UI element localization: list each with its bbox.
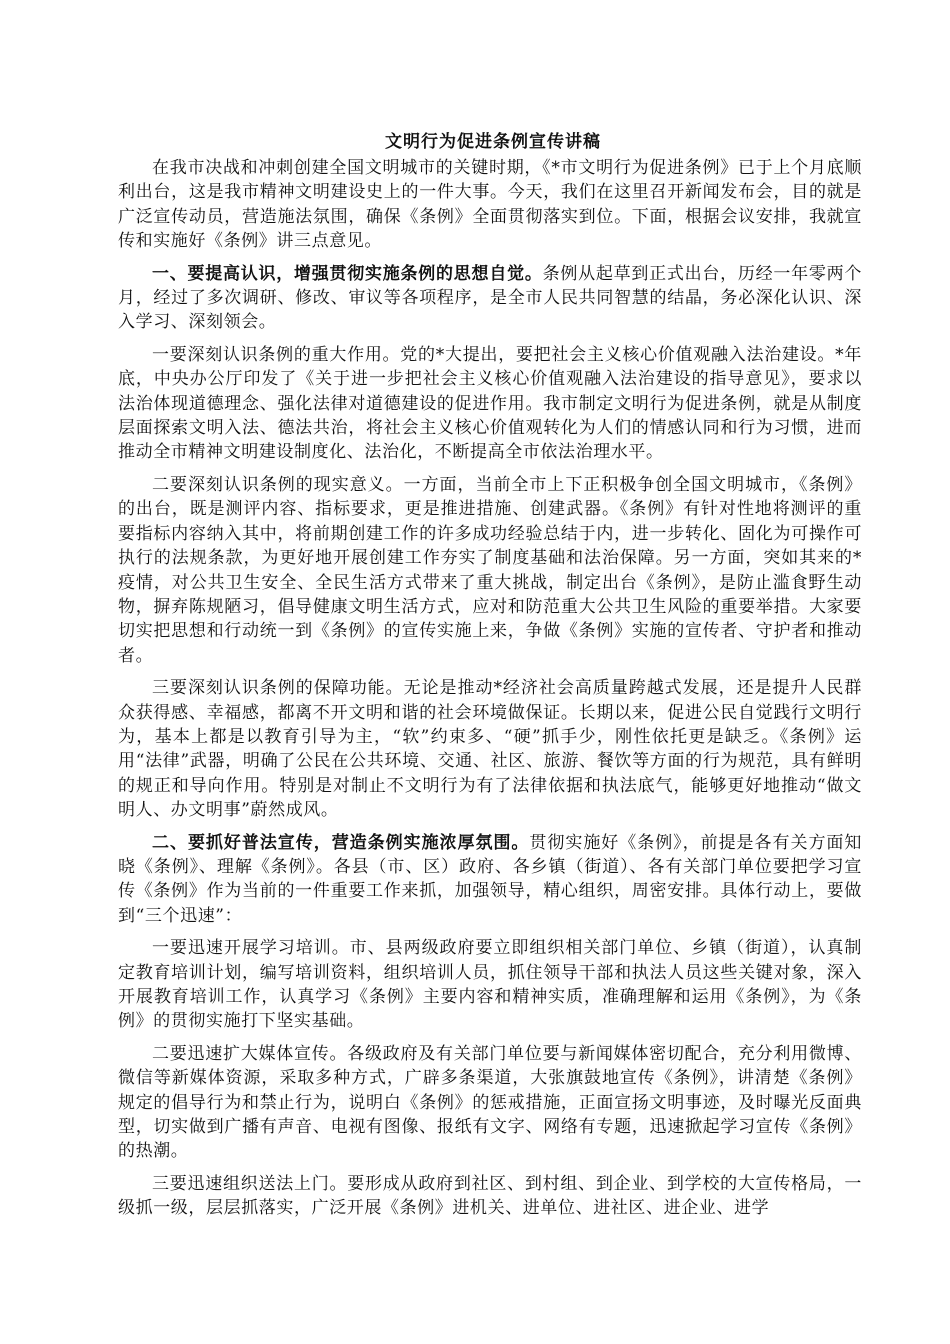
- section-heading-2: 二、要抓好普法宣传，营造条例实施浓厚氛围。: [152, 832, 530, 853]
- paragraph-text: 一要深刻认识条例的重大作用。党的*大提出，要把社会主义核心价值观融入法治建设。*年底，中央办公厅印发了《关于进一步把社会主义核心价值观融入法治建设的指导意见》，要求以法治体现道德理念、强化法律对道德建设的促进作用。我市制定文明行为促进条例，就是从制度层面探索文明入法、德法共治，将社会主义核心价值观转化为人们的情感认同和行为习惯，进而推动全市精神文明建设制度化、法治化，不断提高全市依法治理水平。: [118, 344, 862, 463]
- paragraph-section-1: [118, 262, 862, 335]
- section-heading-1: 一、要提高认识，增强贯彻实施条例的思想自觉。: [152, 263, 543, 284]
- paragraph-section-2: [118, 831, 862, 929]
- paragraph-text: 三要迅速组织送法上门。要形成从政府到社区、到村组、到企业、到学校的大宣传格局，一级抓一级，层层抓落实，广泛开展《条例》进机关、进单位、进社区、进企业、进学: [118, 1173, 862, 1219]
- paragraph-text: 二要深刻认识条例的现实意义。一方面，当前全市上下正积极争创全国文明城市，《条例》的出台，既是测评内容、指标要求，更是推进措施、创建武器。《条例》有针对性地将测评的重要指标内容纳入其中，将前期创建工作的许多成功经验总结于内，进一步转化、固化为可操作可执行的法规条款，为更好地开展创建工作夯实了制度基础和法治保障。另一方面，突如其来的*疫情，对公共卫生安全、全民生活方式带来了重大挑战，制定出台《条例》，是防止滥食野生动物，摒弃陈规陋习，倡导健康文明生活方式，应对和防范重大公共卫生风险的重要举措。大家要切实把思想和行动统一到《条例》的宣传实施上来，争做《条例》实施的宣传者、守护者和推动者。: [118, 474, 862, 666]
- paragraph-point-1-1: [118, 343, 862, 465]
- paragraph-text: 二要迅速扩大媒体宣传。各级政府及有关部门单位要与新闻媒体密切配合，充分利用微博、微信等新媒体资源，采取多种方式，广辟多条渠道，大张旗鼓地宣传《条例》，讲清楚《条例》规定的倡导行为和禁止行为，说明白《条例》的惩戒措施，正面宣扬文明事迹，及时曝光反面典型，切实做到广播有声音、电视有图像、报纸有文字、网络有专题，迅速掀起学习宣传《条例》的热潮。: [118, 1043, 862, 1162]
- paragraph-point-1-2: [118, 473, 862, 668]
- document-title: 文明行为促进条例宣传讲稿: [385, 132, 601, 152]
- paragraph-text: 三要深刻认识条例的保障功能。无论是推动*经济社会高质量跨越式发展，还是提升人民群众获得感、幸福感，都离不开文明和谐的社会环境做保证。长期以来，促进公民自觉践行文明行为，基本上都是以教育引导为主，“软”约束多、“硬”抓手少，刚性依托更是缺乏。《条例》运用“法律”武器，明确了公民在公共环境、交通、社区、旅游、餐饮等方面的行为规范，具有鲜明的规正和导向作用。特别是对制止不文明行为有了法律依据和执法底气，能够更好地推动“做文明人、办文明事”蔚然成风。: [118, 678, 862, 821]
- paragraph-point-2-3: [118, 1172, 862, 1221]
- paragraph-intro: [118, 156, 862, 254]
- paragraph-point-1-3: [118, 676, 862, 822]
- paragraph-point-2-2: [118, 1042, 862, 1164]
- document-body: [118, 128, 862, 1229]
- paragraph-point-2-1: [118, 936, 862, 1034]
- paragraph-text: 一要迅速开展学习培训。市、县两级政府要立即组织相关部门单位、乡镇（街道），认真制定教育培训计划，编写培训资料，组织培训人员，抓住领导干部和执法人员这些关键对象，深入开展教育培训工作，认真学习《条例》主要内容和精神实质，准确理解和运用《条例》，为《条例》的贯彻实施打下坚实基础。: [118, 938, 862, 1032]
- paragraph-text: 条例从起草到正式出台，历经一年零两个月，经过了多次调研、修改、审议等各项程序，是全市人民共同智慧的结晶，务必深化认识、深入学习、深刻领会。: [118, 263, 862, 333]
- paragraph-text: 在我市决战和冲刺创建全国文明城市的关键时期，《*市文明行为促进条例》已于上个月底顺利出台，这是我市精神文明建设史上的一件大事。今天，我们在这里召开新闻发布会，目的就是广泛宣传动员，营造施法氛围，确保《条例》全面贯彻落实到位。下面，根据会议安排，我就宣传和实施好《条例》讲三点意见。: [118, 158, 862, 252]
- paragraph-text: 贯彻实施好《条例》，前提是各有关方面知晓《条例》、理解《条例》。各县（市、区）政府、各乡镇（街道）、各有关部门单位要把学习宣传《条例》作为当前的一件重要工作来抓，加强领导，精心组织，周密安排。具体行动上，要做到“三个迅速”：: [118, 832, 862, 926]
